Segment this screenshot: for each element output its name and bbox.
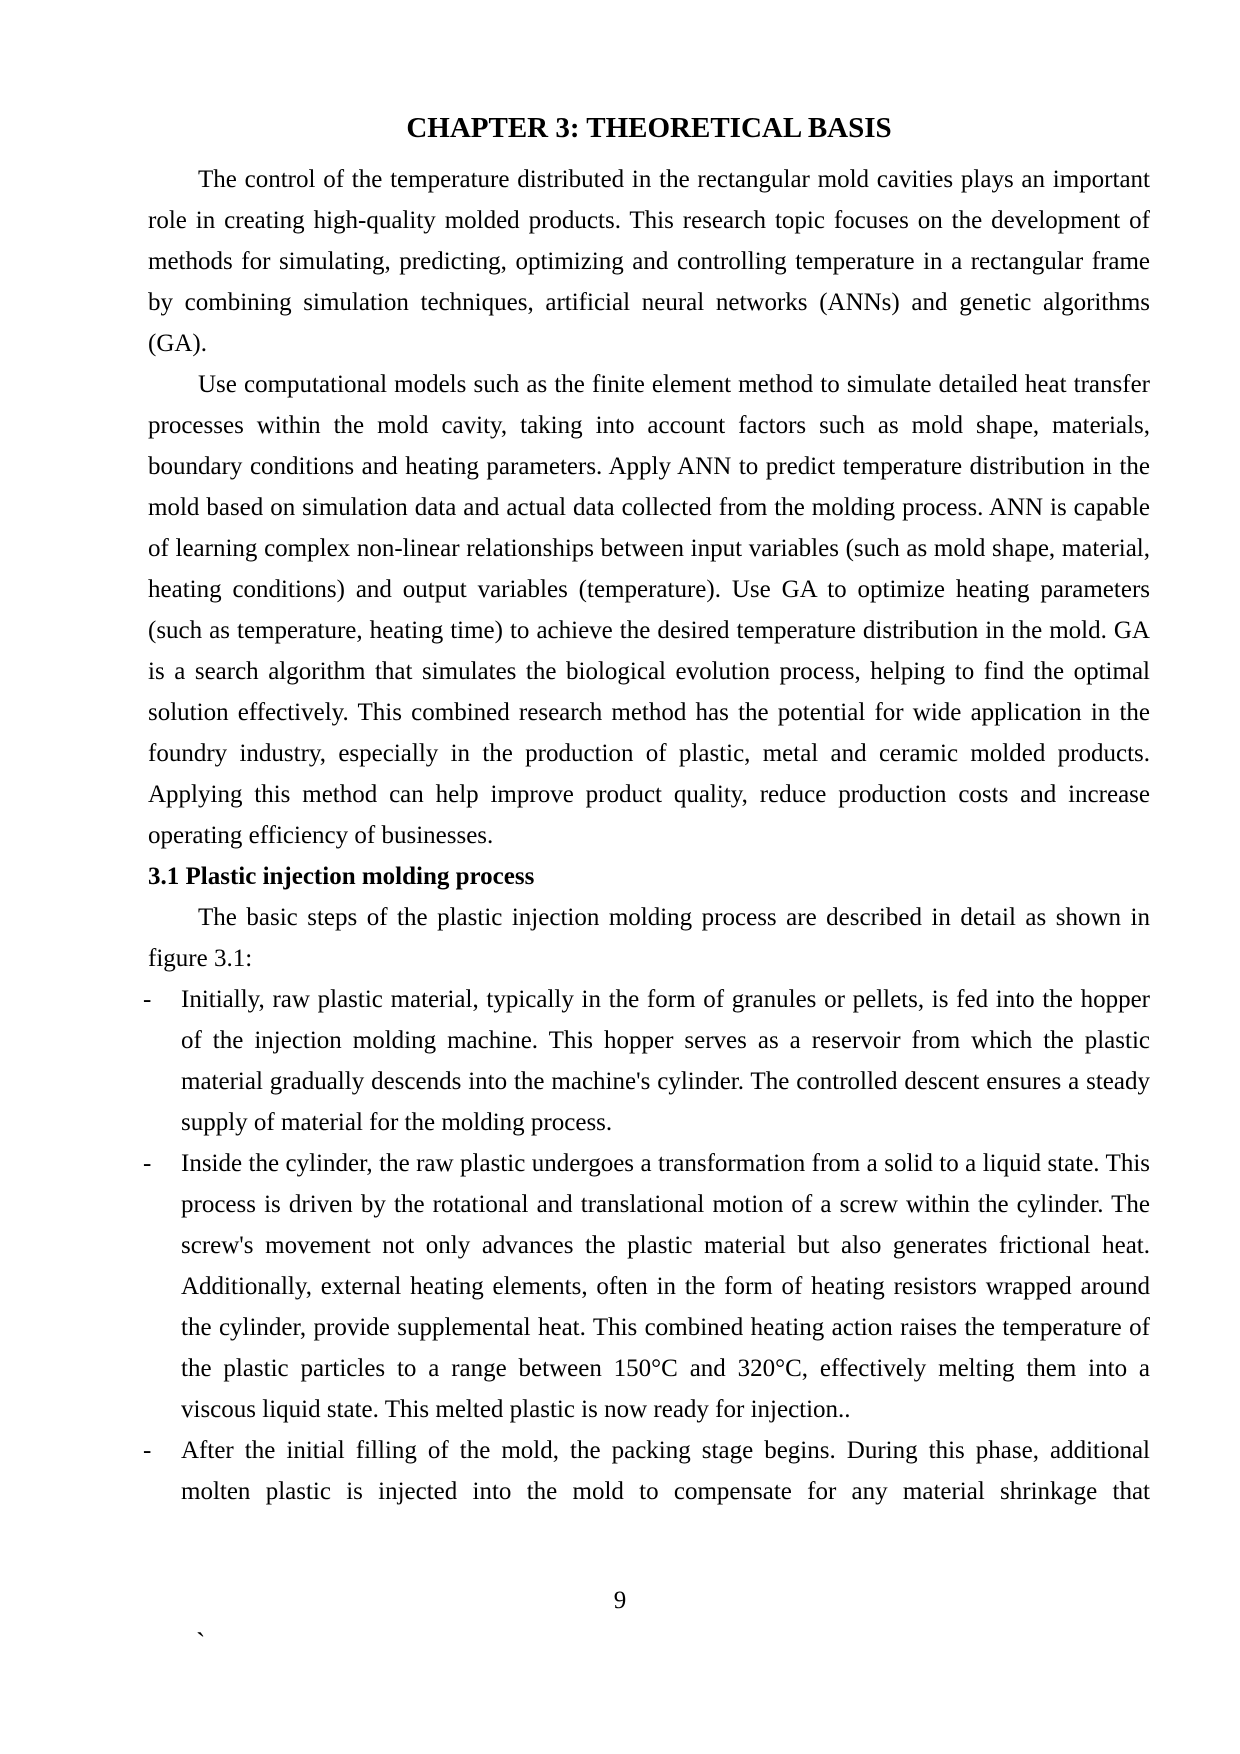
page-number: 9 xyxy=(613,1587,627,1614)
list-item xyxy=(143,1143,1150,1430)
list-item xyxy=(143,1430,1150,1512)
text-block xyxy=(143,106,1150,1512)
paragraph: Use computational models such as the finite element method to simulate detailed heat transfer processes within the mold cavity, taking into account factors such as mold shape, materials, boundary conditions and heating parameters. Apply ANN to predict temperature distribution in the mold based on simulation data and actual data collected from the molding process. ANN is capable of learning complex non-linear relationships between input variables (such as mold shape, material, heating conditions) and output variables (temperature). Use GA to optimize heating parameters (such as temperature, heating time) to achieve the desired temperature distribution in the mold. GA is a search algorithm that simulates the biological evolution process, helping to find the optimal solution effectively. This combined research method has the potential for wide application in the foundry industry, especially in the production of plastic, metal and ceramic molded products. Applying this method can help improve product quality, reduce production costs and increase operating efficiency of businesses. xyxy=(148,371,1150,849)
list-item-text: Inside the cylinder, the raw plastic undergoes a transformation from a solid to a liquid state. This process is driven by the rotational and translational motion of a screw within the cylinder. The screw's movement not only advances the plastic material but also generates frictional heat. Additionally, external heating elements, often in the form of heating resistors wrapped around the cylinder, provide supplemental heat. This combined heating action raises the temperature of the plastic particles to a range between 150°C and 320°C, effectively melting them into a viscous liquid state. This melted plastic is now ready for injection.. xyxy=(181,1150,1150,1423)
bullet-dash: - xyxy=(143,1437,152,1464)
chapter-title: CHAPTER 3: THEORETICAL BASIS xyxy=(406,112,892,144)
list-item-text: Initially, raw plastic material, typically in the form of granules or pellets, is fed into the hopper of the injection molding machine. This hopper serves as a reservoir from which the plastic material gradually descends into the machine's cylinder. The controlled descent ensures a steady supply of material for the molding process. xyxy=(181,986,1150,1136)
list-item-text: After the initial filling of the mold, the packing stage begins. During this phase, additional molten plastic is injected into the mold to compensate for any material shrinkage that xyxy=(181,1437,1150,1505)
bullet-dash: - xyxy=(143,986,152,1013)
bullet-dash: - xyxy=(143,1150,152,1177)
stray-mark: ` xyxy=(196,1628,206,1659)
section-heading: 3.1 Plastic injection molding process xyxy=(148,863,535,890)
list-item xyxy=(143,979,1150,1143)
paragraph: The basic steps of the plastic injection molding process are described in detail as shown in figure 3.1: xyxy=(148,904,1150,972)
paragraph: The control of the temperature distributed in the rectangular mold cavities plays an important role in creating high-quality molded products. This research topic focuses on the development of methods for simulating, predicting, optimizing and controlling temperature in a rectangular frame by combining simulation techniques, artificial neural networks (ANNs) and genetic algorithms (GA). xyxy=(148,166,1150,357)
